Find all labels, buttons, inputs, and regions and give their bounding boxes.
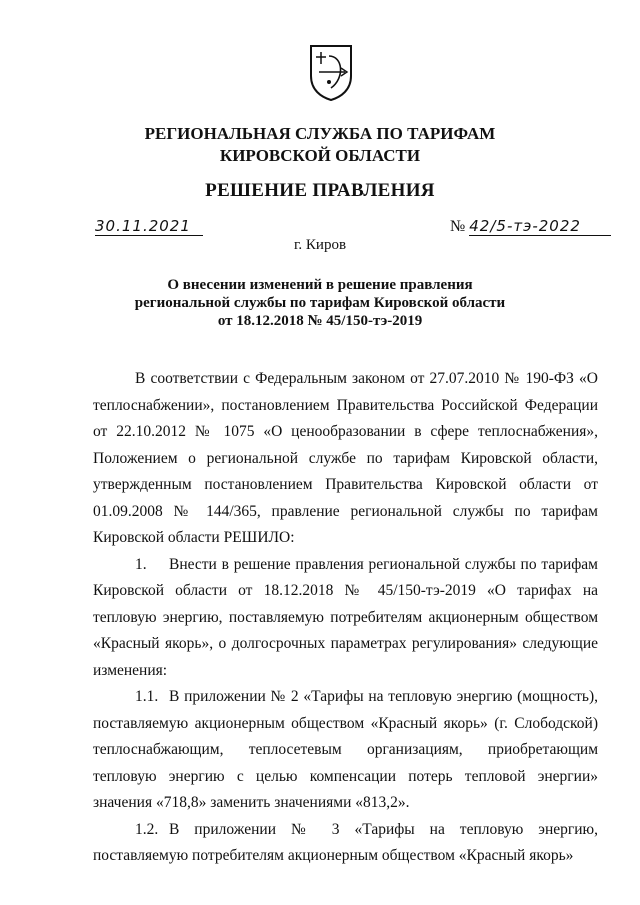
organization-name-line1: РЕГИОНАЛЬНАЯ СЛУЖБА ПО ТАРИФАМ: [144, 124, 496, 143]
city-name: г. Киров: [293, 237, 347, 253]
subject-line1: О внесении изменений в решение правления: [167, 277, 473, 293]
organization-name-line2: КИРОВСКОЙ ОБЛАСТИ: [219, 146, 421, 165]
item-1-label: 1.: [135, 555, 147, 573]
subject-line3: от 18.12.2018 № 45/150-тэ-2019: [217, 313, 423, 329]
handwritten-date: 30.11.2021: [95, 217, 203, 236]
subject-line2: региональной службы по тарифам Кировской области: [134, 295, 506, 311]
item-1-2-label: 1.2.: [135, 820, 159, 838]
preamble-paragraph: В соответствии с Федеральным законом от 27.07.2010 № 190-ФЗ «О теплоснабжении», постановлением Правительства Российской Федерации от 22.10.2012 № 1075 «О ценообразовании в сфере теплоснабжения», Положением о региональной службе по тарифам Кировской области, утвержденным постановлением Правительства Кировской области от 01.09.2008 № 144/365, правление региональной службы по тарифам Кировской области РЕШИЛО:: [93, 370, 598, 546]
paragraph-item-1-1: [93, 684, 598, 817]
document-number: [450, 217, 611, 236]
item-1-text: Внести в решение правления региональной службы по тарифам Кировской области от 18.12.2018 № 45/150-тэ-2019 «О тарифах на тепловую энергию, поставляемую потребителям акционерным обществом «Красный якорь», о долгосрочных параметрах регулирования» следующие изменения:: [93, 555, 598, 679]
paragraph-item-1: [93, 552, 598, 685]
paragraph-item-1-2: [93, 817, 598, 870]
item-1-2-text: В приложении № 3 «Тарифы на тепловую энергию, поставляемую потребителям акционерным обществом «Красный якорь»: [93, 820, 598, 864]
document-body: [93, 366, 598, 870]
handwritten-number: 42/5-тэ-2022: [469, 217, 611, 236]
document-subject: [0, 276, 640, 330]
number-sign: №: [450, 218, 466, 235]
document-type-title: РЕШЕНИЕ ПРАВЛЕНИЯ: [205, 180, 435, 201]
item-1-1-label: 1.1.: [135, 688, 159, 705]
item-1-1-text: В приложении № 2 «Тарифы на тепловую энергию (мощность), поставляемую акционерным обществом «Красный якорь» (г. Слободской) теплоснабжающим, теплосетевым организациям, приобретающим тепловую энергию с целью компенсации потерь тепловой энергии» значения «718,8» заменить значениями «813,2».: [93, 688, 598, 811]
coat-of-arms-emblem: [307, 42, 355, 102]
